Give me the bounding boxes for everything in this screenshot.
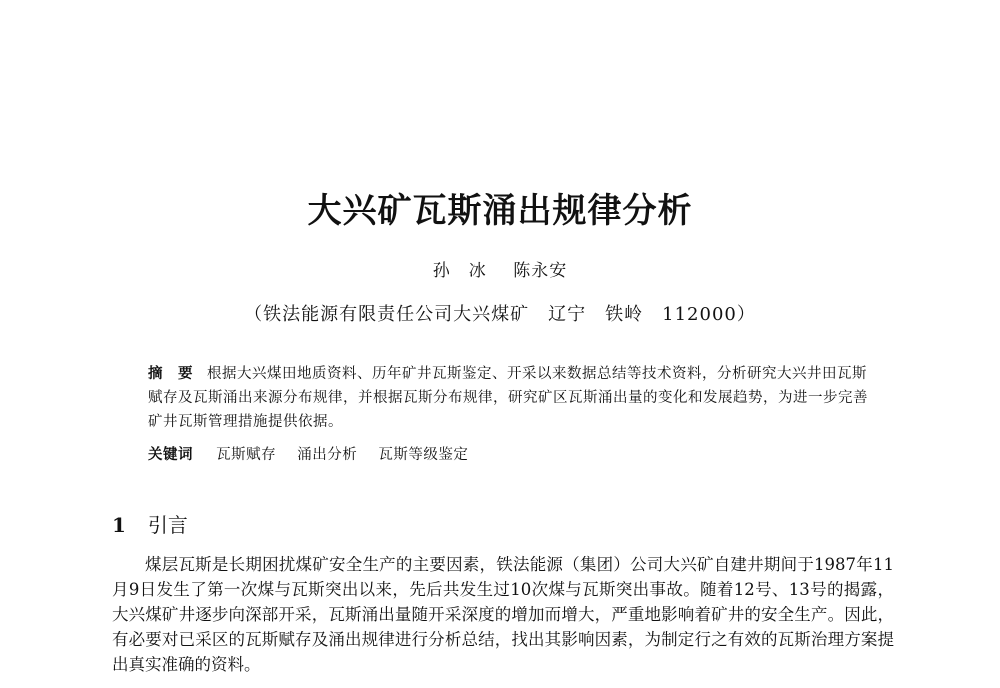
body-text: [112, 552, 894, 677]
body-paragraph: 煤层瓦斯是长期困扰煤矿安全生产的主要因素，铁法能源（集团）公司大兴矿自建井期间于1987年11月9日发生了第一次煤与瓦斯突出以来，先后共发生过10次煤与瓦斯突出事故。随着12号、13号的揭露，大兴煤矿井逐步向深部开采，瓦斯涌出量随开采深度的增加而增大，严重地影响着矿井的安全生产。因此，有必要对已采区的瓦斯赋存及涌出规律进行分析总结，找出其影响因素，为制定行之有效的瓦斯治理方案提出真实准确的资料。: [112, 555, 894, 674]
abstract-label: 摘 要: [148, 365, 193, 382]
author-name: 陈永安: [513, 261, 568, 281]
keyword: 瓦斯等级鉴定: [378, 447, 469, 463]
affiliation: （铁法能源有限责任公司大兴煤矿 辽宁 铁岭 112000）: [244, 304, 756, 325]
section-heading: [112, 509, 188, 538]
abstract-block: [148, 362, 868, 434]
keywords-block: [148, 443, 868, 467]
section-title: 引言: [147, 513, 188, 537]
section-number: 1: [112, 513, 126, 537]
author-name: 孙 冰: [432, 261, 487, 281]
author-list: [0, 256, 1000, 281]
keyword: 瓦斯赋存: [216, 447, 277, 463]
keywords-label: 关键词: [148, 446, 193, 463]
paper-title: 大兴矿瓦斯涌出规律分析: [307, 191, 693, 231]
abstract-text: 根据大兴煤田地质资料、历年矿井瓦斯鉴定、开采以来数据总结等技术资料，分析研究大兴井田瓦斯赋存及瓦斯涌出来源分布规律，并根据瓦斯分布规律，研究矿区瓦斯涌出量的变化和发展趋势，为进一步完善矿井瓦斯管理措施提供依据。: [148, 366, 868, 430]
keyword: 涌出分析: [297, 447, 358, 463]
